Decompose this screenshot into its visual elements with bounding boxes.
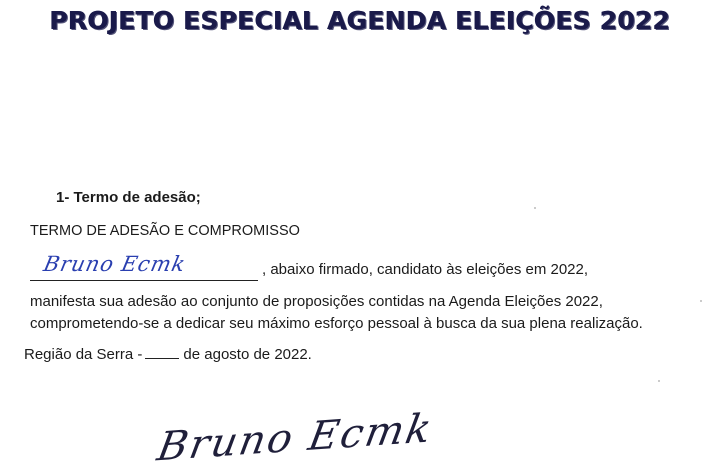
adhesion-line bbox=[30, 252, 630, 284]
adhesion-text: , abaixo firmado, candidato às eleições em 2022, bbox=[262, 261, 589, 278]
scan-speck bbox=[700, 300, 702, 302]
date-line bbox=[24, 346, 312, 363]
paragraph-line-1: manifesta sua adesão ao conjunto de proposições contidas na Agenda Eleições 2022, bbox=[30, 293, 603, 310]
agreement-subtitle: TERMO DE ADESÃO E COMPROMISSO bbox=[30, 223, 300, 239]
name-signature-blank bbox=[30, 252, 258, 281]
date-suffix: de agosto de 2022. bbox=[183, 346, 312, 363]
handwritten-signature: Bruno Ecmk bbox=[153, 405, 437, 470]
section-heading: 1- Termo de adesão; bbox=[56, 189, 201, 206]
day-blank bbox=[145, 346, 179, 359]
handwritten-name: Bruno Ecmk bbox=[41, 252, 189, 276]
scan-speck bbox=[534, 207, 536, 209]
paragraph-line-2: comprometendo-se a dedicar seu máximo esforço pessoal à busca da sua plena realização. bbox=[30, 315, 643, 332]
scan-speck bbox=[658, 380, 660, 382]
date-prefix: Região da Serra - bbox=[24, 346, 143, 363]
document-title: PROJETO ESPECIAL AGENDA ELEIÇÕES 2022 bbox=[49, 6, 671, 35]
